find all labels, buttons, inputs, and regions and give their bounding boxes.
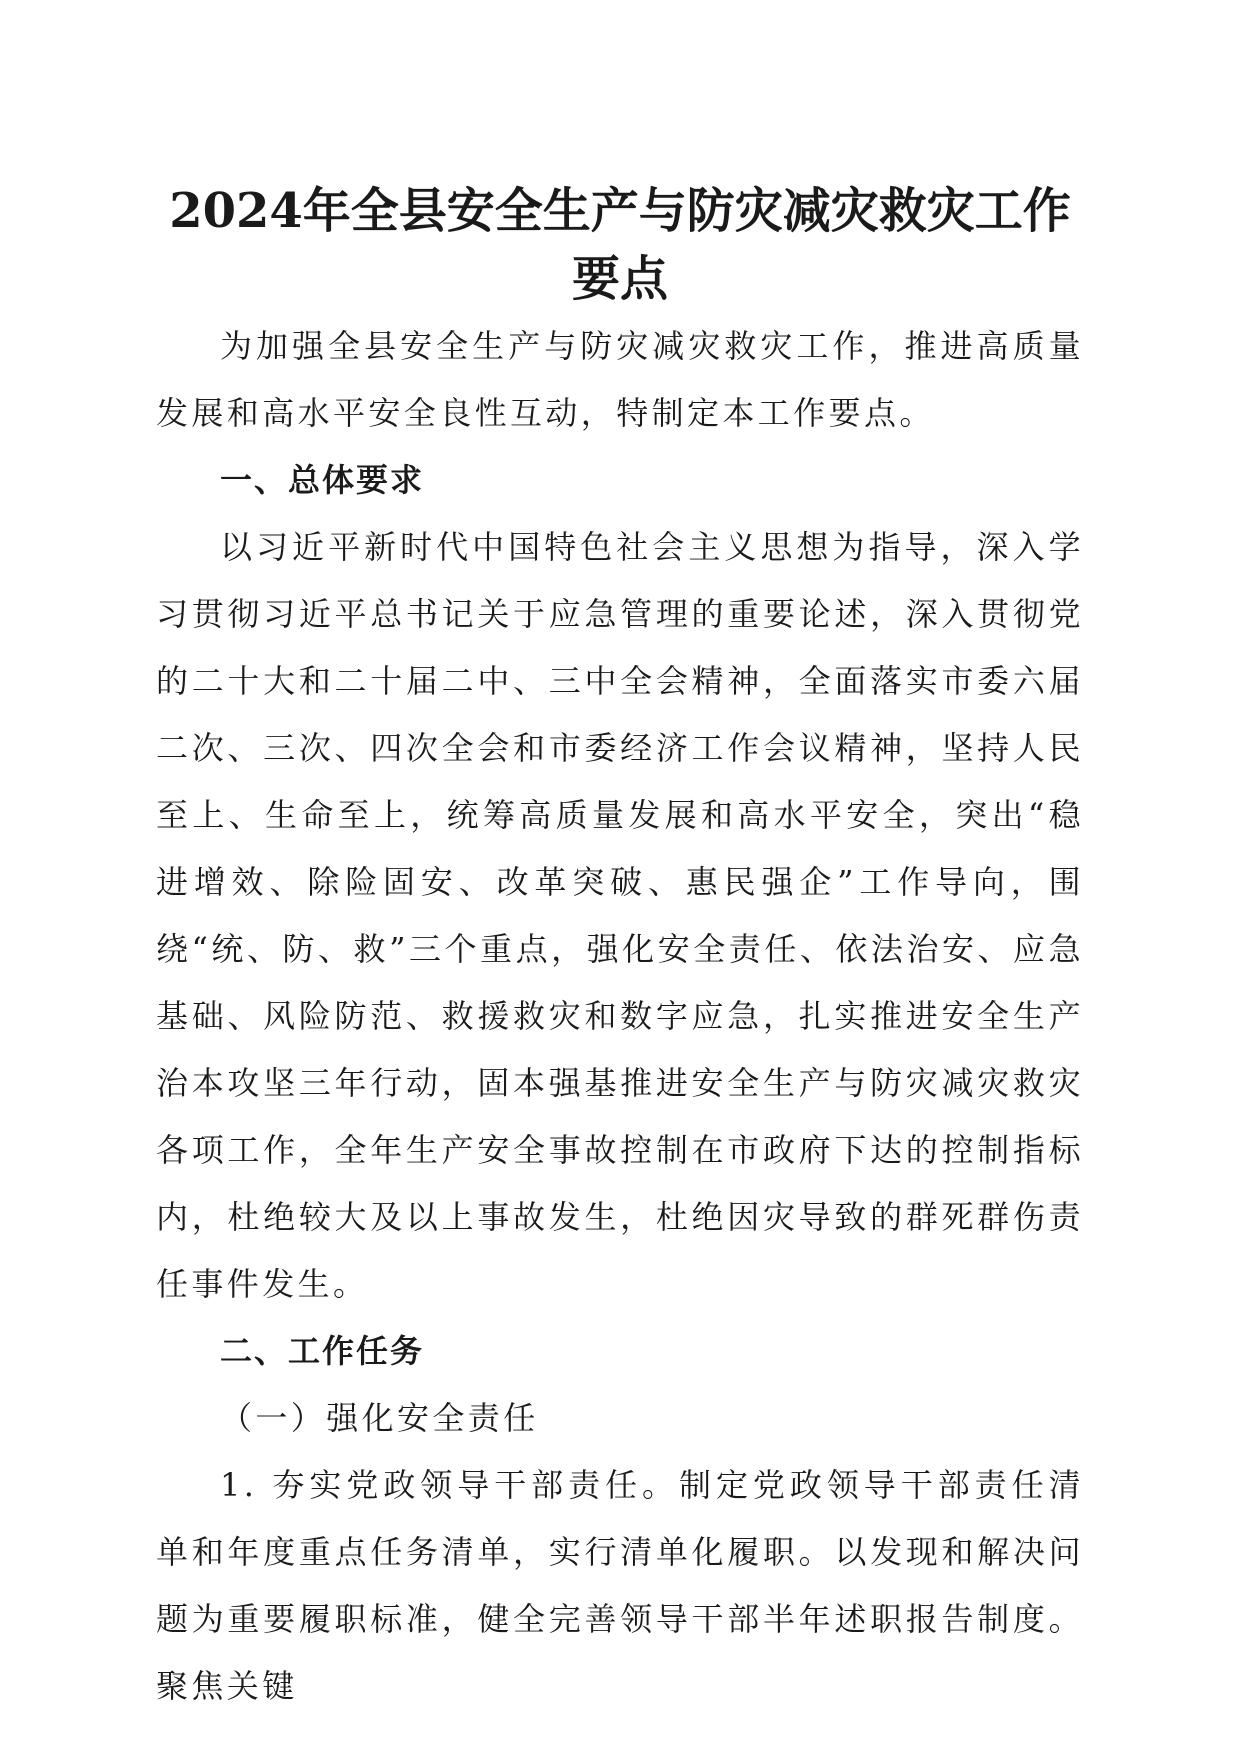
document-body [156,313,1084,1720]
document-title: 2024年全县安全生产与防灾减灾救灾工作要点 [169,183,1071,307]
subsection-heading-safety-responsibility: （一）强化安全责任 [220,1399,539,1437]
general-requirements-paragraph: 以习近平新时代中国特色社会主义思想为指导，深入学习贯彻习近平总书记关于应急管理的重要论述，深入贯彻党的二十大和二十届二中、三中全会精神，全面落实市委六届二次、三次、四次全会和市委经济工作会议精神，坚持人民至上、生命至上，统筹高质量发展和高水平安全，突出“稳进增效、除险固安、改革突破、惠民强企”工作导向，围绕“统、防、救”三个重点，强化安全责任、依法治安、应急基础、风险防范、救援救灾和数字应急，扎实推进安全生产治本攻坚三年行动，固本强基推进安全生产与防灾减灾救灾各项工作，全年生产安全事故控制在市政府下达的控制指标内，杜绝较大及以上事故发生，杜绝因灾导致的群死群伤责任事件发生。 [156,528,1084,1303]
item-1-paragraph: 1. 夯实党政领导干部责任。制定党政领导干部责任清单和年度重点任务清单，实行清单化履职。以发现和解决问题为重要履职标准，健全完善领导干部半年述职报告制度。聚焦关键 [156,1466,1084,1705]
intro-paragraph: 为加强全县安全生产与防灾减灾救灾工作，推进高质量发展和高水平安全良性互动，特制定本工作要点。 [156,327,1084,432]
section-heading-work-tasks: 二、工作任务 [220,1332,425,1370]
section-heading-general-requirements: 一、总体要求 [220,461,425,499]
